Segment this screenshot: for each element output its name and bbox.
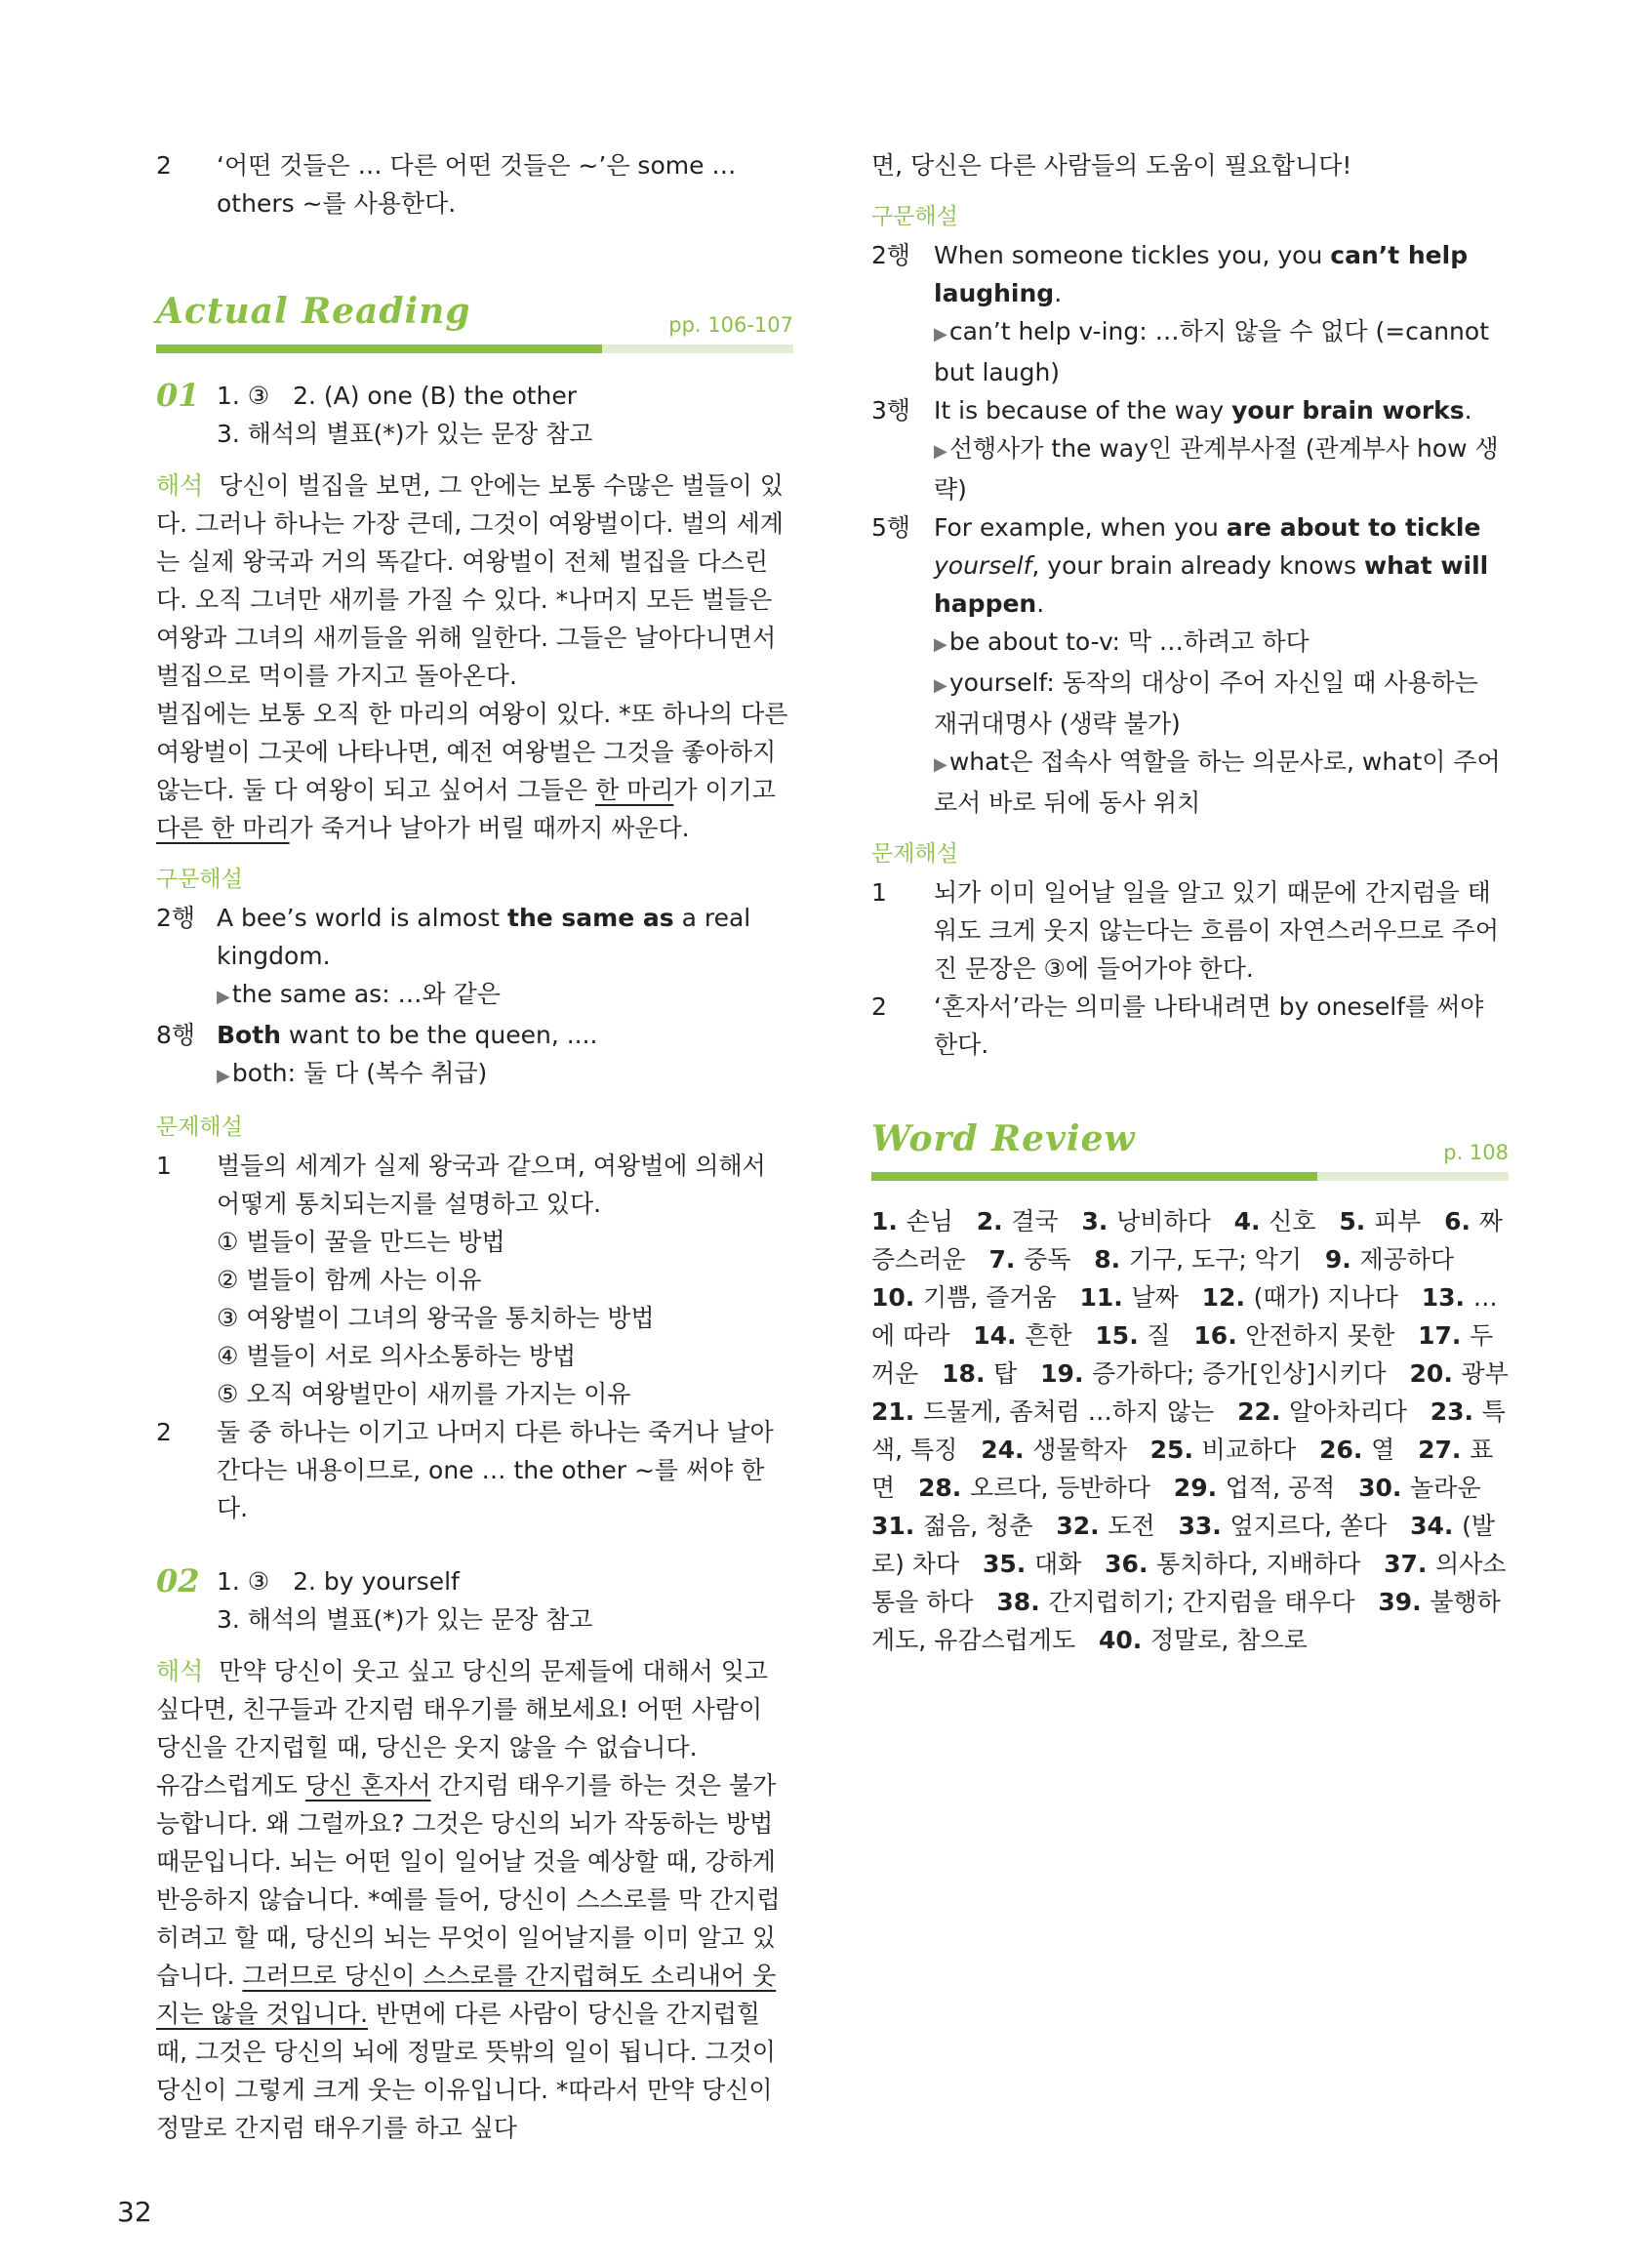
option: ④ 벌들이 서로 의사소통하는 방법 (217, 1342, 577, 1370)
answer-1: 1. ③ (217, 382, 270, 410)
intro-text: ‘어떤 것들은 … 다른 어떤 것들은 ~’은 some … others ~를 사용한다. (217, 151, 737, 218)
section-title: Word Review (871, 1118, 1136, 1159)
word-entry: 18. 탑 (942, 1359, 1018, 1388)
left-column (156, 146, 793, 2147)
word-entry: 6. 짜증스러운 (871, 1207, 1503, 1274)
q01-translation (156, 466, 793, 695)
word-entry: 24. 생물학자 (981, 1436, 1127, 1464)
answer-2: 2. (A) one (B) the other (293, 382, 578, 410)
q01-answers (156, 377, 793, 453)
syntax-note: ▶what은 접속사 역할을 하는 의문사로, what이 주어로서 바로 뒤에 동사 위치 (934, 748, 1501, 817)
option: ⑤ 오직 여왕벌만이 새끼를 가지는 이유 (217, 1380, 631, 1408)
word-review-header (871, 1120, 1509, 1185)
explanation-item: 1 뇌가 이미 일어날 일을 알고 있기 때문에 간지럼을 태워도 크게 웃지 않는다는 흐름이 자연스러우므로 주어진 문장은 ③에 들어가야 한다. (871, 878, 1499, 983)
explanation-label: 문제해설 (871, 841, 958, 867)
q02-translation: 해석 만약 당신이 웃고 싶고 당신의 문제들에 대해서 잊고 싶다면, 친구들과 간지럼 태우기를 해보세요! 어떤 사람이 당신을 간지럽힐 때, 당신은 웃지 않을 수 없습니다. (156, 1657, 768, 1761)
word-entry: 39. 불행하게도, 유감스럽게도 (871, 1588, 1501, 1654)
word-entry: 19. 증가하다; 증가[인상]시키다 (1040, 1359, 1387, 1388)
word-entry: 16. 안전하지 못한 (1193, 1321, 1395, 1350)
page-number: 32 (117, 2196, 152, 2228)
word-entry: 21. 드물게, 좀처럼 …하지 않는 (871, 1397, 1215, 1426)
word-entry: 17. 두꺼운 (871, 1321, 1494, 1388)
word-entry: 23. 특색, 특징 (871, 1397, 1506, 1464)
word-entry: 15. 질 (1095, 1321, 1171, 1350)
word-entry: 12. (때가) 지나다 (1201, 1283, 1398, 1312)
word-entry: 3. 낭비하다 (1081, 1207, 1211, 1235)
explanation-item: 2 ‘혼자서’라는 의미를 나타내려면 by oneself를 써야 한다. (871, 992, 1484, 1059)
word-entry: 40. 정말로, 참으로 (1098, 1626, 1308, 1654)
syntax-note: ▶can’t help v-ing: …하지 않을 수 없다 (=cannot but laugh) (934, 317, 1490, 386)
explanation-label: 문제해설 (156, 1114, 243, 1140)
syntax-item: 8행 Both want to be the queen, .... (156, 1021, 598, 1049)
q01-translation-p2: 벌집에는 보통 오직 한 마리의 여왕이 있다. *또 하나의 다른 여왕벌이 그곳에 나타나면, 예전 여왕벌은 그것을 좋아하지 않는다. 둘 다 여왕이 되고 싶어서 그들은 한 마리가 이기고 다른 한 마리가 죽거나 날아가 버릴 때까지 싸운다. (156, 700, 788, 842)
actual-reading-header (156, 293, 793, 357)
header-rule (871, 1172, 1509, 1181)
triangle-icon: ▶ (217, 987, 230, 1007)
triangle-icon: ▶ (934, 441, 947, 462)
syntax-label: 구문해설 (156, 867, 243, 892)
word-entry: 1. 손님 (871, 1207, 953, 1235)
word-entry: 10. 기쁨, 즐거움 (871, 1283, 1057, 1312)
word-entry: 8. 기구, 도구; 악기 (1094, 1245, 1302, 1274)
word-entry: 34. (발로) 차다 (871, 1512, 1496, 1578)
word-entry: 28. 오르다, 등반하다 (918, 1474, 1150, 1502)
word-entry: 4. 신호 (1233, 1207, 1316, 1235)
triangle-icon: ▶ (934, 634, 947, 655)
translation-continued: 면, 당신은 다른 사람들의 도움이 필요합니다! (871, 151, 1352, 180)
word-entry: 30. 놀라운 (1358, 1474, 1481, 1502)
syntax-item: 3행 It is because of the way your brain works. (871, 396, 1472, 425)
syntax-item: 2행 A bee’s world is almost the same as a real kingdom. (156, 904, 751, 970)
right-column (871, 146, 1509, 1659)
triangle-icon: ▶ (934, 754, 947, 775)
syntax-note: ▶both: 둘 다 (복수 취급) (217, 1059, 488, 1087)
translation-label: 해석 (156, 471, 204, 500)
word-entry: 38. 간지럽히기; 간지럼을 태우다 (996, 1588, 1355, 1616)
syntax-item: 2행 When someone tickles you, you can’t help laughing. (871, 241, 1469, 307)
header-rule (156, 344, 793, 353)
word-entry: 9. 제공하다 (1324, 1245, 1455, 1274)
word-entry: 14. 흔한 (973, 1321, 1072, 1350)
word-entry: 11. 날짜 (1079, 1283, 1179, 1312)
option: ③ 여왕벌이 그녀의 왕국을 통치하는 방법 (217, 1304, 655, 1332)
word-entry: 13. …에 따라 (871, 1283, 1498, 1350)
word-list (871, 1202, 1509, 1659)
word-entry: 29. 업적, 공적 (1173, 1474, 1336, 1502)
word-entry: 33. 엎지르다, 쏟다 (1178, 1512, 1388, 1540)
syntax-note: ▶yourself: 동작의 대상이 주어 자신일 때 사용하는 재귀대명사 (생략 불가) (934, 668, 1478, 738)
translation-paragraph-1: 당신이 벌집을 보면, 그 안에는 보통 수많은 벌들이 있다. 그러나 하나는 가장 큰데, 그것이 여왕벌이다. 벌의 세계는 실제 왕국과 거의 똑같다. 여왕벌이 전체 벌집을 다스린다. 오직 그녀만 새끼를 가질 수 있다. *나머지 모든 벌들은 여왕과 그녀의 새끼들을 위해 일한다. 그들은 날아다니면서 벌집으로 먹이를 가지고 돌아온다. (156, 471, 784, 690)
word-entry: 35. 대화 (983, 1550, 1082, 1578)
word-entry: 31. 젊음, 청춘 (871, 1512, 1033, 1540)
intro-number: 2 (156, 151, 172, 180)
syntax-label: 구문해설 (871, 204, 958, 229)
answer-3: 3. 해석의 별표(*)가 있는 문장 참고 (217, 420, 593, 448)
question-number: 01 (156, 377, 200, 414)
triangle-icon: ▶ (217, 1066, 230, 1086)
word-entry: 26. 열 (1319, 1436, 1395, 1464)
word-entry: 2. 결국 (976, 1207, 1059, 1235)
explanation-item: 2 둘 중 하나는 이기고 나머지 다른 하나는 죽거나 날아간다는 내용이므로, one … the other ~를 써야 한다. (156, 1418, 774, 1522)
question-number: 02 (156, 1562, 200, 1599)
section-title: Actual Reading (156, 291, 471, 332)
word-entry: 22. 알아차리다 (1237, 1397, 1407, 1426)
word-entry: 20. 광부 (1409, 1359, 1509, 1388)
syntax-note: ▶be about to-v: 막 …하려고 하다 (934, 627, 1310, 656)
word-entry: 5. 피부 (1339, 1207, 1422, 1235)
q02-answers: 02 1. ③ 2. by yourself 3. 해석의 별표(*)가 있는 문장 참고 (156, 1562, 793, 1639)
syntax-note: ▶the same as: …와 같은 (217, 980, 501, 1008)
section-pages: p. 108 (1443, 1141, 1509, 1164)
word-entry: 37. 의사소통을 하다 (871, 1550, 1507, 1616)
option: ② 벌들이 함께 사는 이유 (217, 1266, 482, 1294)
word-entry: 36. 통치하다, 지배하다 (1105, 1550, 1361, 1578)
syntax-note: ▶선행사가 the way인 관계부사절 (관계부사 how 생략) (934, 434, 1499, 504)
option: ① 벌들이 꿀을 만드는 방법 (217, 1228, 505, 1256)
word-entry: 25. 비교하다 (1149, 1436, 1297, 1464)
word-entry: 32. 도전 (1056, 1512, 1155, 1540)
explanation-item: 1 벌들의 세계가 실제 왕국과 같으며, 여왕벌에 의해서 어떻게 통치되는지를 설명하고 있다. ① 벌들이 꿀을 만드는 방법 ② 벌들이 함께 사는 이유 ③ 여왕벌이 그녀의 왕국을 통치하는 방법 ④ 벌들이 서로 의사소통하는 방법 ⑤ 오직 여왕벌만이 새끼를 가지는 이유 (156, 1147, 793, 1413)
word-entry: 27. 표면 (871, 1436, 1494, 1502)
syntax-item: 5행 For example, when you are about to tickle yourself, your brain already knows what will happen. (871, 513, 1489, 618)
triangle-icon: ▶ (934, 675, 947, 696)
word-entry: 7. 중독 (988, 1245, 1071, 1274)
intro-item (156, 146, 793, 223)
section-pages: pp. 106-107 (668, 313, 793, 337)
q02-translation-p2: 유감스럽게도 당신 혼자서 간지럼 태우기를 하는 것은 불가능합니다. 왜 그럴까요? 그것은 당신의 뇌가 작동하는 방법 때문입니다. 뇌는 어떤 일이 일어날 것을 예상할 때, 강하게 반응하지 않습니다. *예를 들어, 당신이 스스로를 막 간지럽히려고 할 때, 당신의 뇌는 무엇이 일어날지를 이미 알고 있습니다. 그러므로 당신이 스스로를 간지럽혀도 소리내어 웃지는 않을 것입니다. 반면에 다른 사람이 당신을 간지럽힐 때, 그것은 당신의 뇌에 정말로 뜻밖의 일이 됩니다. 그것이 당신이 그렇게 크게 웃는 이유입니다. *따라서 만약 당신이 정말로 간지럼 태우기를 하고 싶다 (156, 1771, 781, 2142)
triangle-icon: ▶ (934, 324, 947, 344)
